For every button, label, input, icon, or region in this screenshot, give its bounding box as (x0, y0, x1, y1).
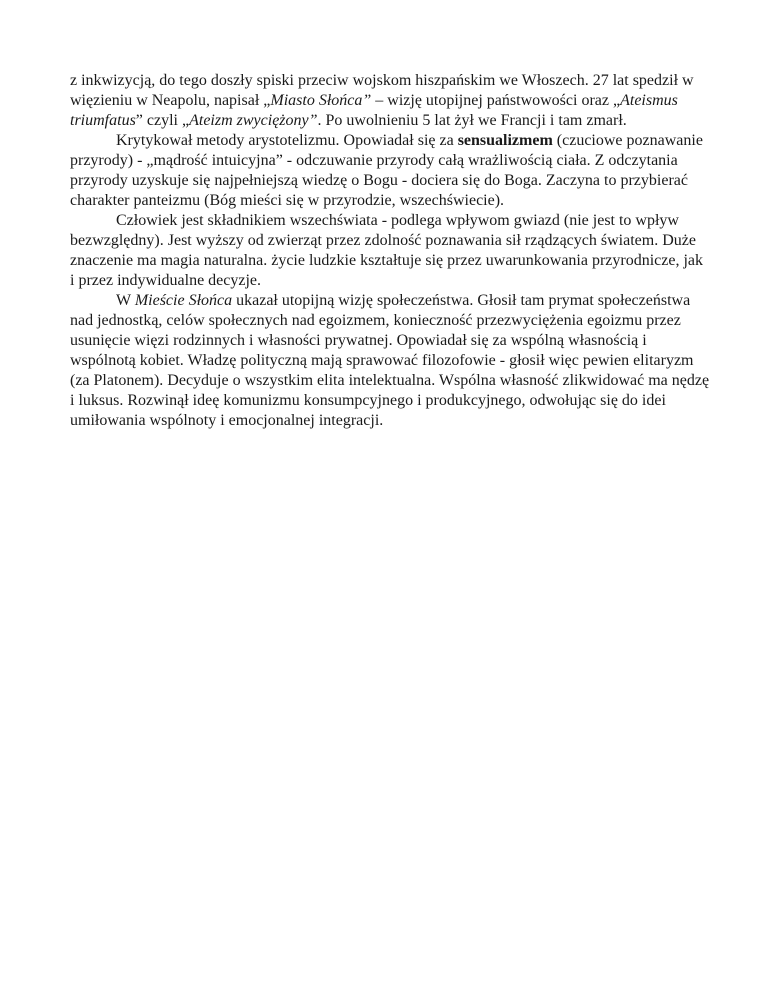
text-run: z inkwizycją, do tego doszły spiski przeciw wojskom hiszpańskim we Włoszech. 27 lat spedził w więzieniu w Neapolu, napisał „ (70, 72, 694, 109)
text-run: Krytykował metody arystotelizmu. Opowiadał się za (116, 132, 458, 149)
title-miasto-slonca: Miasto Słońca” (270, 92, 372, 109)
text-run: Człowiek jest składnikiem wszechświata - podlega wpływom gwiazd (nie jest to wpływ bezwzględny). Jest wyższy od zwierząt przez zdolność poznawania sił rządzących światem. Duże znaczenie ma magia naturalna. życie ludzkie kształtuje się przez uwarunkowania przyrodnicze, jak i przez indywidualne decyzje. (70, 212, 704, 289)
document-page (70, 71, 710, 431)
term-sensualizmem: sensualizmem (457, 132, 553, 149)
paragraph-4 (70, 291, 710, 431)
text-run: ” czyli „ (135, 112, 190, 129)
text-run: ukazał utopijną wizję społeczeństwa. Głosił tam prymat społeczeństwa nad jednostką, celów społecznych nad egoizmem, konieczność przezwyciężenia egoizmu przez usunięcie więzi rodzinnych i własności prywatnej. Opowiadał się za wspólną własnością i wspólnotą kobiet. Władzę polityczną mają sprawować filozofowie - głosił więc pewien elitaryzm (za Platonem). Decyduje o wszystkim elita intelektualna. Wspólna własność zlikwidować ma nędzę i luksus. Rozwinął ideę komunizmu konsumpcyjnego i produkcyjnego, odwołując się do idei umiłowania wspólnoty i emocjonalnej integracji. (70, 292, 710, 429)
text-run: . Po uwolnieniu 5 lat żył we Francji i tam zmarł. (317, 112, 627, 129)
paragraph-1 (70, 71, 710, 131)
paragraph-2 (70, 131, 710, 211)
title-miescie-slonca: Mieście Słońca (134, 292, 233, 309)
text-run: (czuciowe poznawanie przyrody) - „mądrość intuicyjna” - odczuwanie przyrody całą wrażliwością ciała. Z odczytania przyrody uzyskuje się najpełniejszą wiedzę o Bogu - dociera się do Boga. Zaczyna to przybierać charakter panteizmu (Bóg mieści się w przyrodzie, wszechświecie). (70, 132, 703, 209)
title-ateizm-zwyciezony: Ateizm zwyciężony” (189, 112, 318, 129)
text-run: W (116, 292, 135, 309)
text-run: – wizję utopijnej państwowości oraz „ (371, 92, 621, 109)
paragraph-3 (70, 211, 710, 291)
title-ateismus-triumfatus: Ateismus triumfatus (70, 92, 678, 129)
